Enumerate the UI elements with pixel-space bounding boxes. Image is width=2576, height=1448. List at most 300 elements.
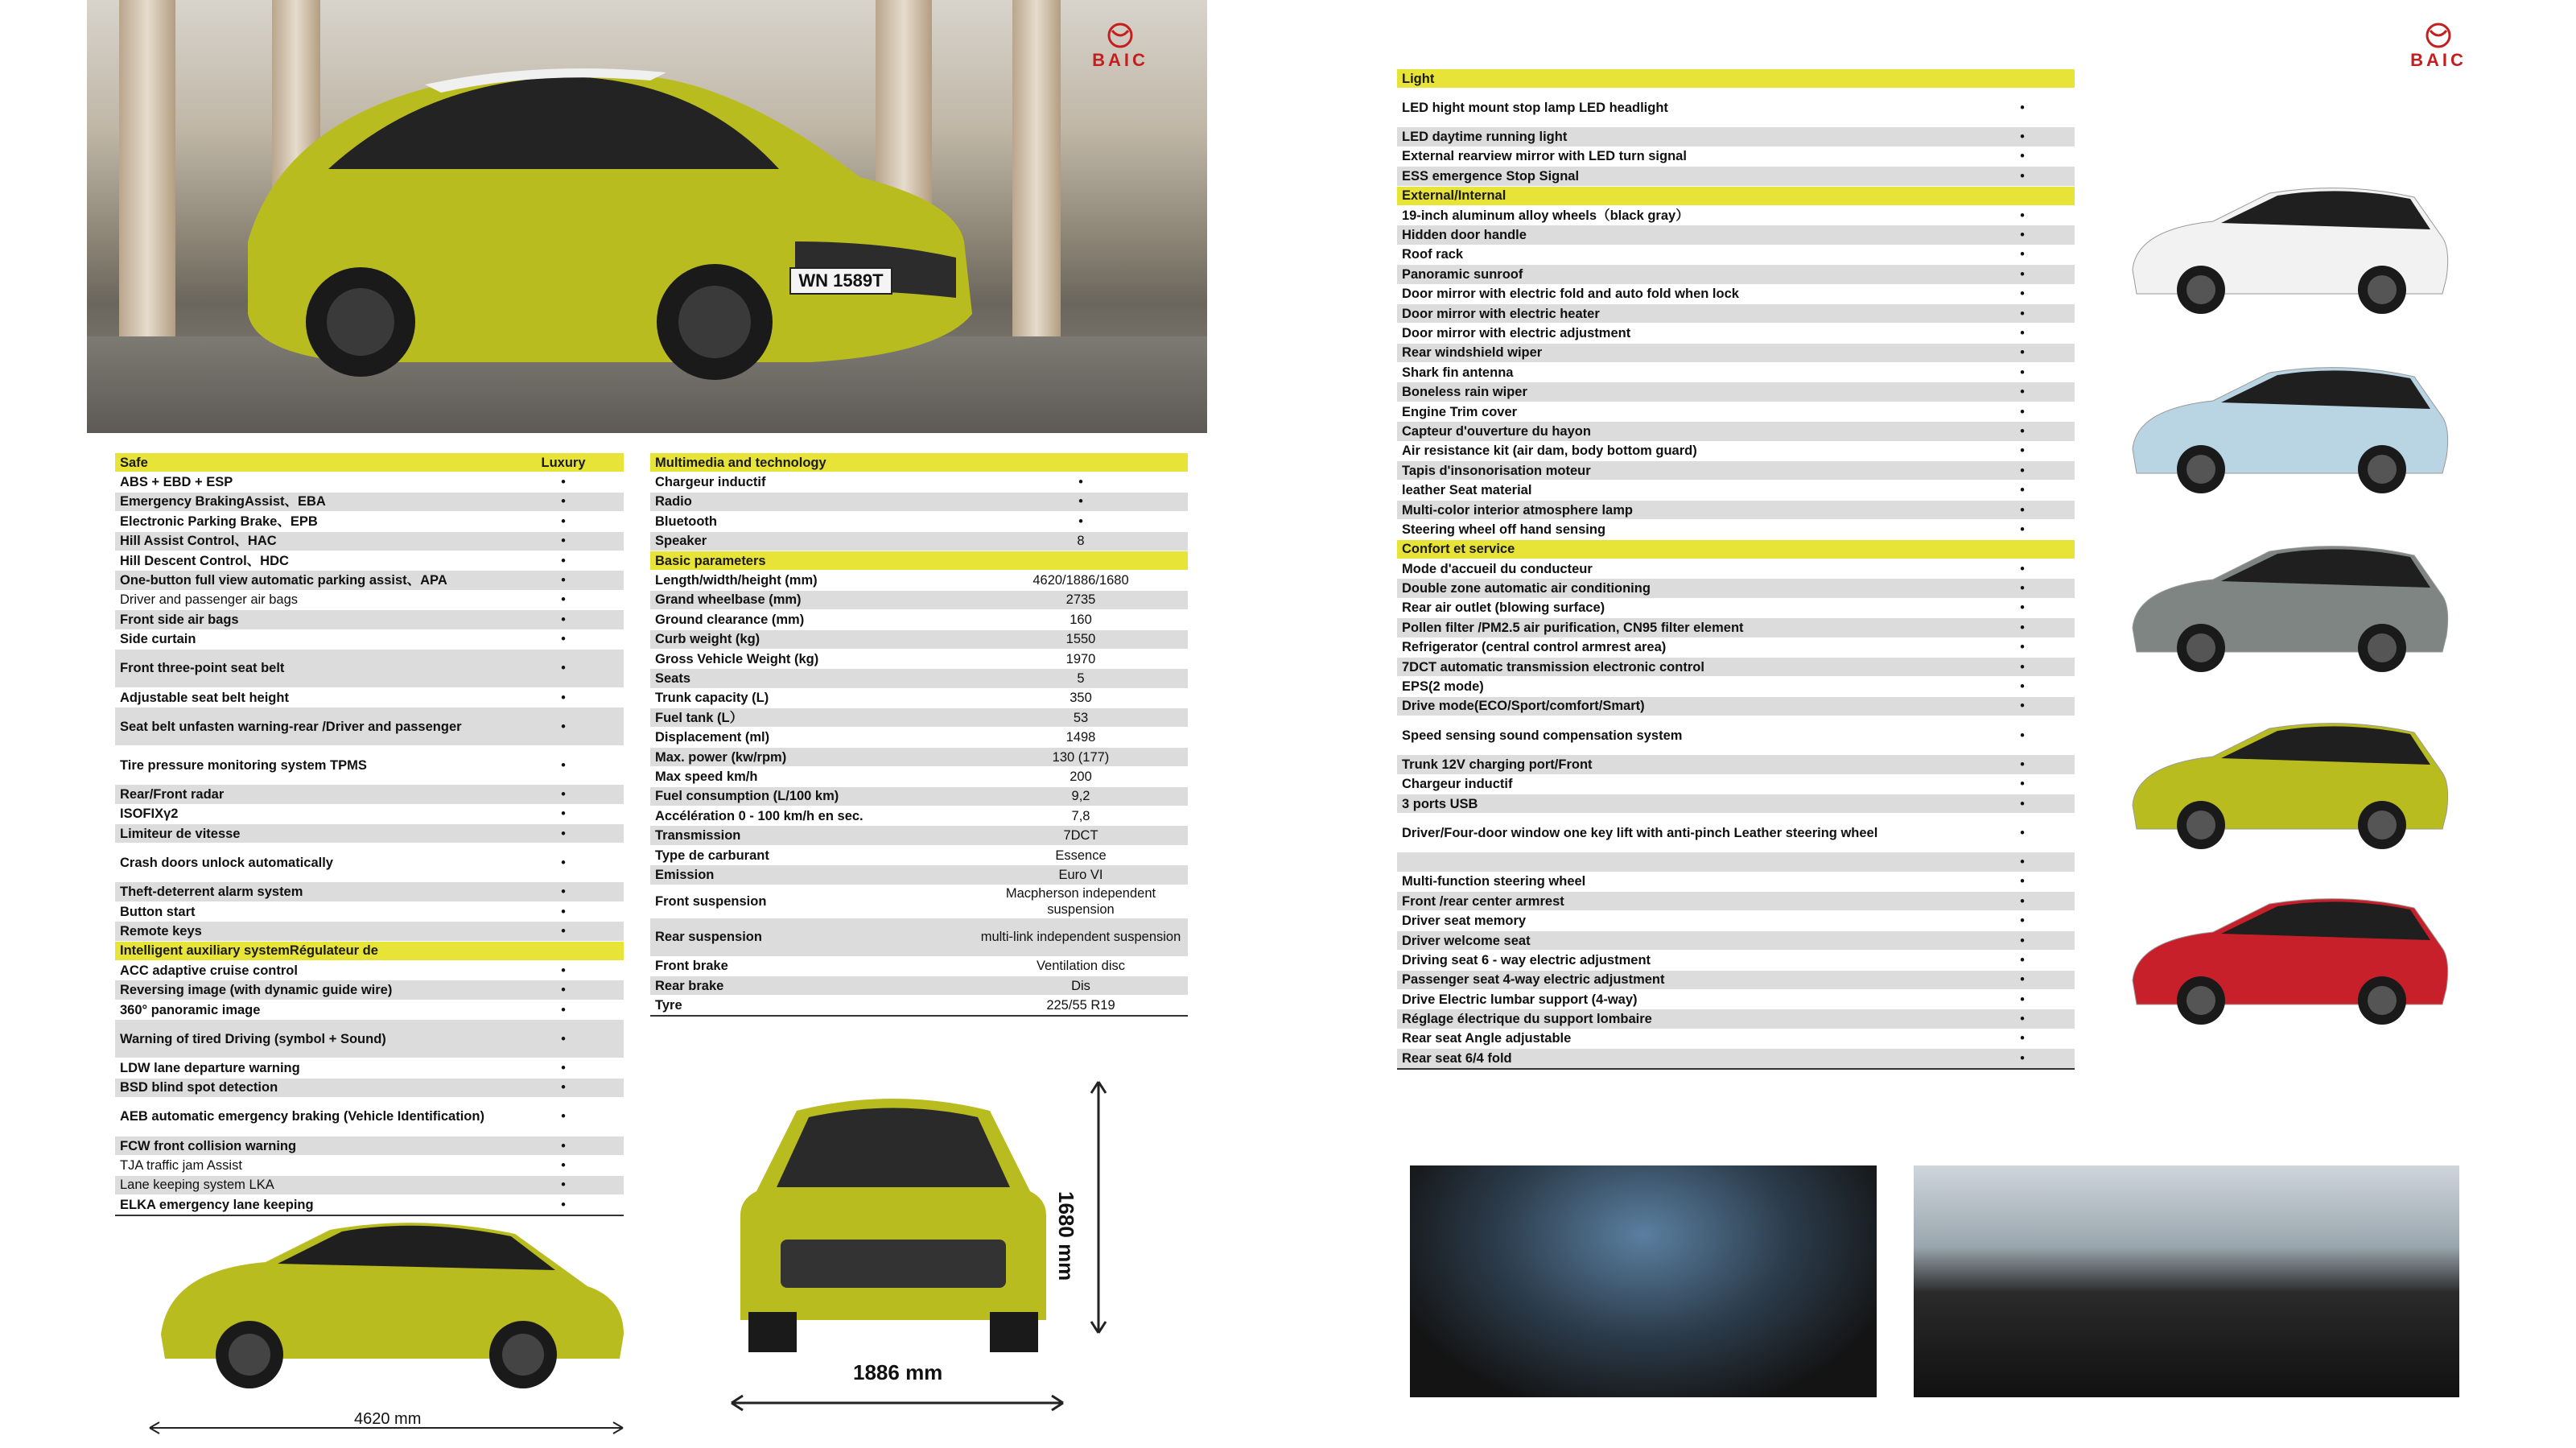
row-value: • [1970, 146, 2075, 166]
table-row [115, 1097, 624, 1136]
row-label: Front side air bags [115, 610, 503, 629]
table-row [1397, 146, 2075, 166]
baic-logo-icon [2406, 23, 2471, 48]
row-value: 7DCT [974, 826, 1188, 845]
row-label: Crash doors unlock automatically [115, 844, 503, 882]
row-label: Pollen filter /PM2.5 air purification, CN95 filter element [1397, 618, 1970, 637]
table-row [1397, 324, 2075, 343]
dashboard-interior-photo [1914, 1165, 2459, 1397]
section-header-value [974, 453, 1188, 472]
row-value: • [1970, 677, 2075, 696]
table-row [115, 1020, 624, 1058]
table-row [115, 961, 624, 980]
table-row [650, 747, 1188, 766]
table-row [650, 807, 1188, 826]
row-value: 1498 [974, 728, 1188, 747]
table-row [1397, 872, 2075, 891]
row-value: • [1970, 990, 2075, 1009]
row-label: LDW lane departure warning [115, 1058, 503, 1078]
row-value: • [1970, 814, 2075, 852]
row-value: • [503, 882, 624, 901]
row-label: Limiteur de vitesse [115, 824, 503, 844]
row-label: ESS emergence Stop Signal [1397, 167, 1970, 186]
row-label: Boneless rain wiper [1397, 382, 1970, 402]
row-label: Steering wheel off hand sensing [1397, 520, 1970, 539]
row-label: Displacement (ml) [650, 728, 974, 747]
row-label: FCW front collision warning [115, 1136, 503, 1155]
table-row [115, 492, 624, 511]
row-value: • [503, 1175, 624, 1194]
row-value: 350 [974, 688, 1188, 707]
row-value: • [1970, 265, 2075, 284]
row-label: Accélération 0 - 100 km/h en sec. [650, 807, 974, 826]
row-label [1397, 852, 1970, 872]
table-row [115, 531, 624, 551]
row-label: Speaker [650, 531, 974, 551]
section-header-value [974, 551, 1188, 570]
row-value: • [503, 571, 624, 590]
row-value: • [1970, 1009, 2075, 1029]
row-value: • [1970, 303, 2075, 323]
intelligent-header [115, 941, 624, 960]
table-row [1397, 618, 2075, 637]
table-row [115, 980, 624, 1000]
row-label: Reversing image (with dynamic guide wire) [115, 980, 503, 1000]
table-row [650, 590, 1188, 609]
row-label: Rear suspension [650, 918, 974, 956]
row-value: • [503, 1136, 624, 1155]
row-value: • [503, 629, 624, 649]
table-row [650, 728, 1188, 747]
section-header-label: Light [1397, 69, 1970, 89]
row-label: Rear windshield wiper [1397, 343, 1970, 362]
row-value: • [1970, 422, 2075, 441]
row-value: 4620/1886/1680 [974, 571, 1188, 590]
table-row [115, 512, 624, 531]
external-internal-header [1397, 186, 2075, 205]
row-value: • [503, 707, 624, 746]
row-label: EPS(2 mode) [1397, 677, 1970, 696]
row-value: • [503, 804, 624, 823]
row-label: Driver seat memory [1397, 911, 1970, 930]
row-value: • [1970, 892, 2075, 911]
color-variant-car-3 [2125, 539, 2453, 676]
multimedia-spec-table [650, 453, 1188, 1017]
row-value: • [1970, 716, 2075, 755]
table-row [115, 844, 624, 882]
row-label: Emission [650, 865, 974, 885]
row-label: Réglage électrique du support lombaire [1397, 1009, 1970, 1029]
row-label: Theft-deterrent alarm system [115, 882, 503, 901]
front-view-car-illustration [724, 1079, 1062, 1360]
row-value: • [503, 980, 624, 1000]
row-label: 19-inch aluminum alloy wheels（black gray） [1397, 205, 1970, 225]
row-label: Rear brake [650, 976, 974, 995]
table-row [650, 571, 1188, 590]
row-label: 360° panoramic image [115, 1000, 503, 1019]
row-value: • [503, 512, 624, 531]
row-label: Button start [115, 901, 503, 921]
table-row [1397, 89, 2075, 127]
feature-spec-table [1397, 69, 2075, 1070]
row-value: • [503, 590, 624, 609]
row-label: Panoramic sunroof [1397, 265, 1970, 284]
baic-logo-icon [1088, 23, 1152, 48]
row-label: Rear/Front radar [115, 785, 503, 804]
row-label: Tire pressure monitoring system TPMS [115, 746, 503, 785]
section-header-label: Multimedia and technology [650, 453, 974, 472]
table-row [1397, 990, 2075, 1009]
row-value: • [1970, 343, 2075, 362]
row-label: Multi-function steering wheel [1397, 872, 1970, 891]
table-row [1397, 363, 2075, 382]
table-row [115, 901, 624, 921]
sunroof-interior-photo [1410, 1165, 1877, 1397]
table-row [650, 845, 1188, 864]
table-row [1397, 441, 2075, 460]
row-value: • [1970, 618, 2075, 637]
confort-header [1397, 539, 2075, 559]
row-value: • [503, 492, 624, 511]
row-label: Trunk capacity (L) [650, 688, 974, 707]
table-row [1397, 579, 2075, 598]
table-row [1397, 814, 2075, 852]
row-value: • [1970, 402, 2075, 421]
hero-car-illustration [87, 0, 1207, 433]
table-row [115, 649, 624, 687]
table-row [1397, 794, 2075, 813]
table-row [650, 918, 1188, 956]
width-label: 1886 mm [853, 1360, 943, 1384]
height-label: 1680 mm [1054, 1191, 1078, 1281]
table-row [1397, 1029, 2075, 1048]
row-value: • [1970, 559, 2075, 578]
row-label: leather Seat material [1397, 481, 1970, 500]
hero-car-photo [87, 0, 1207, 433]
table-row [650, 688, 1188, 707]
row-label: Passenger seat 4-way electric adjustment [1397, 970, 1970, 989]
row-value: 5 [974, 669, 1188, 688]
table-row [115, 1000, 624, 1019]
row-label: Fuel tank (L） [650, 708, 974, 728]
row-value: 1970 [974, 649, 1188, 668]
table-row [1397, 461, 2075, 481]
table-row [115, 707, 624, 746]
table-row [1397, 481, 2075, 500]
row-label: Fuel consumption (L/100 km) [650, 786, 974, 806]
row-label: Ground clearance (mm) [650, 610, 974, 629]
table-row [115, 746, 624, 785]
row-value: • [503, 961, 624, 980]
row-label: Driver welcome seat [1397, 930, 1970, 950]
row-label: Capteur d'ouverture du hayon [1397, 422, 1970, 441]
row-value: • [974, 472, 1188, 492]
row-label: Front suspension [650, 885, 974, 918]
row-label: Warning of tired Driving (symbol + Sound) [115, 1020, 503, 1058]
row-value: • [503, 551, 624, 570]
table-row [650, 885, 1188, 918]
table-row [650, 826, 1188, 845]
row-value: • [1970, 872, 2075, 891]
row-value: 130 (177) [974, 747, 1188, 766]
row-value: multi-link independent suspension [974, 918, 1188, 956]
color-variant-car-4 [2125, 716, 2453, 853]
table-row [1397, 637, 2075, 657]
table-row [115, 882, 624, 901]
row-value: • [1970, 481, 2075, 500]
table-row [650, 669, 1188, 688]
row-value: 1550 [974, 629, 1188, 649]
row-value: • [503, 649, 624, 687]
row-value: • [974, 492, 1188, 511]
row-label: Tapis d'insonorisation moteur [1397, 461, 1970, 481]
row-label: Driver/Four-door window one key lift with anti-pinch Leather steering wheel [1397, 814, 1970, 852]
table-row [1397, 343, 2075, 362]
row-label: BSD blind spot detection [115, 1078, 503, 1097]
row-value: 160 [974, 610, 1188, 629]
table-row [1397, 284, 2075, 303]
row-value: • [1970, 598, 2075, 617]
table-row [1397, 677, 2075, 696]
table-row [650, 786, 1188, 806]
row-value: • [503, 1000, 624, 1019]
row-value: • [503, 1156, 624, 1175]
light-header [1397, 69, 2075, 89]
table-row [1397, 696, 2075, 716]
table-row [1397, 657, 2075, 676]
row-value: • [503, 531, 624, 551]
row-label: AEB automatic emergency braking (Vehicle Identification) [115, 1097, 503, 1136]
table-row [1397, 167, 2075, 186]
safe-header [115, 453, 624, 472]
table-row [650, 996, 1188, 1016]
table-row [1397, 225, 2075, 245]
table-row [115, 804, 624, 823]
row-label: Drive Electric lumbar support (4-way) [1397, 990, 1970, 1009]
row-label: LED hight mount stop lamp LED headlight [1397, 89, 1970, 127]
table-row [1397, 755, 2075, 774]
row-value: • [503, 687, 624, 707]
height-dimension-arrow [1086, 1079, 1111, 1336]
table-row [115, 1195, 624, 1215]
logo-text: BAIC [1092, 50, 1148, 70]
table-row [1397, 205, 2075, 225]
table-row [1397, 245, 2075, 264]
table-row [1397, 127, 2075, 146]
row-label: One-button full view automatic parking assist、APA [115, 571, 503, 590]
color-variant-car-1 [2125, 181, 2453, 318]
row-value: • [503, 746, 624, 785]
table-row [1397, 520, 2075, 539]
row-label: Door mirror with electric adjustment [1397, 324, 1970, 343]
row-value: • [1970, 696, 2075, 716]
section-header-label: External/Internal [1397, 186, 1970, 205]
length-label: 4620 mm [354, 1410, 422, 1428]
row-label: Driver and passenger air bags [115, 590, 503, 609]
color-variant-car-2 [2125, 361, 2453, 497]
row-label: Seats [650, 669, 974, 688]
table-row [650, 956, 1188, 976]
row-value: • [503, 1097, 624, 1136]
table-row [115, 1175, 624, 1194]
row-value: • [1970, 225, 2075, 245]
row-label: Trunk 12V charging port/Front [1397, 755, 1970, 774]
row-value: • [1970, 794, 2075, 813]
section-header-value [1970, 186, 2075, 205]
row-value: • [1970, 755, 2075, 774]
row-value: Dis [974, 976, 1188, 995]
row-value: • [503, 922, 624, 941]
table-row [650, 629, 1188, 649]
row-value: 200 [974, 767, 1188, 786]
row-label: Gross Vehicle Weight (kg) [650, 649, 974, 668]
row-value: • [1970, 774, 2075, 794]
table-row [115, 1078, 624, 1097]
table-row [115, 1156, 624, 1175]
license-plate: WN 1589T [789, 267, 892, 295]
row-label: LED daytime running light [1397, 127, 1970, 146]
row-label: Air resistance kit (air dam, body bottom guard) [1397, 441, 1970, 460]
row-label: External rearview mirror with LED turn signal [1397, 146, 1970, 166]
row-label: Type de carburant [650, 845, 974, 864]
row-label: Hill Assist Control、HAC [115, 531, 503, 551]
row-label: Side curtain [115, 629, 503, 649]
table-row [1397, 930, 2075, 950]
section-header-label: Safe [115, 453, 503, 472]
table-row [1397, 911, 2075, 930]
row-value: 7,8 [974, 807, 1188, 826]
table-row [115, 785, 624, 804]
table-row [115, 472, 624, 492]
row-value: • [1970, 852, 2075, 872]
table-row [650, 767, 1188, 786]
row-value: • [1970, 324, 2075, 343]
row-label: Front brake [650, 956, 974, 976]
table-row [1397, 716, 2075, 755]
row-value: • [1970, 441, 2075, 460]
row-value: • [503, 1058, 624, 1078]
row-label: Drive mode(ECO/Sport/comfort/Smart) [1397, 696, 1970, 716]
row-value: • [1970, 911, 2075, 930]
table-row [115, 571, 624, 590]
row-value: • [503, 901, 624, 921]
row-label: ACC adaptive cruise control [115, 961, 503, 980]
table-row [115, 687, 624, 707]
row-value: • [1970, 1049, 2075, 1069]
row-value: • [503, 1195, 624, 1215]
table-row [650, 708, 1188, 728]
row-label: Lane keeping system LKA [115, 1175, 503, 1194]
row-value: • [1970, 930, 2075, 950]
row-label: TJA traffic jam Assist [115, 1156, 503, 1175]
color-variant-car-5 [2125, 892, 2453, 1029]
row-value: • [503, 1078, 624, 1097]
section-header-value [1970, 539, 2075, 559]
side-view-car-illustration [153, 1214, 628, 1391]
row-value: 9,2 [974, 786, 1188, 806]
basic-parameters-header [650, 551, 1188, 570]
row-value: • [1970, 637, 2075, 657]
row-value: • [503, 844, 624, 882]
row-value: • [1970, 245, 2075, 264]
row-label: Door mirror with electric heater [1397, 303, 1970, 323]
row-label: ABS + EBD + ESP [115, 472, 503, 492]
table-row [650, 610, 1188, 629]
logo-text: BAIC [2410, 50, 2467, 70]
row-label: Engine Trim cover [1397, 402, 1970, 421]
table-row [650, 531, 1188, 551]
row-label: Radio [650, 492, 974, 511]
row-value: 225/55 R19 [974, 996, 1188, 1016]
table-row [1397, 382, 2075, 402]
row-label: Roof rack [1397, 245, 1970, 264]
section-header-value [1970, 69, 2075, 89]
row-label: Grand wheelbase (mm) [650, 590, 974, 609]
row-label: Speed sensing sound compensation system [1397, 716, 1970, 755]
brand-logo-left [1088, 23, 1152, 68]
table-row [115, 610, 624, 629]
row-value: • [1970, 461, 2075, 481]
row-value: Ventilation disc [974, 956, 1188, 976]
table-row [650, 865, 1188, 885]
row-label: Electronic Parking Brake、EPB [115, 512, 503, 531]
table-row [650, 492, 1188, 511]
table-row [650, 649, 1188, 668]
row-value: • [1970, 127, 2075, 146]
table-row [115, 551, 624, 570]
row-value: • [503, 785, 624, 804]
row-value: • [1970, 363, 2075, 382]
row-value: • [1970, 89, 2075, 127]
row-label: Rear seat 6/4 fold [1397, 1049, 1970, 1069]
table-row [1397, 303, 2075, 323]
row-label: Emergency BrakingAssist、EBA [115, 492, 503, 511]
row-value: • [1970, 167, 2075, 186]
row-label: Double zone automatic air conditioning [1397, 579, 1970, 598]
row-value: • [503, 1020, 624, 1058]
row-value: • [503, 610, 624, 629]
row-value: • [1970, 951, 2075, 970]
section-header-label: Intelligent auxiliary systemRégulateur de [115, 941, 503, 960]
row-value: Euro VI [974, 865, 1188, 885]
row-label: Multi-color interior atmosphere lamp [1397, 500, 1970, 519]
table-row [1397, 1009, 2075, 1029]
row-label: Tyre [650, 996, 974, 1016]
section-header-label: Confort et service [1397, 539, 1970, 559]
row-label: Hidden door handle [1397, 225, 1970, 245]
table-row [650, 512, 1188, 531]
table-row [115, 1136, 624, 1155]
table-row [115, 1058, 624, 1078]
row-label: Front /rear center armrest [1397, 892, 1970, 911]
row-label: Rear air outlet (blowing surface) [1397, 598, 1970, 617]
row-label: Adjustable seat belt height [115, 687, 503, 707]
section-header-value: Luxury [503, 453, 624, 472]
table-row [1397, 500, 2075, 519]
row-label: Transmission [650, 826, 974, 845]
row-label: ELKA emergency lane keeping [115, 1195, 503, 1215]
width-dimension-arrow [728, 1391, 1066, 1415]
table-row [115, 629, 624, 649]
row-label: Chargeur inductif [650, 472, 974, 492]
table-row [1397, 559, 2075, 578]
row-value: • [503, 472, 624, 492]
row-label: Max. power (kw/rpm) [650, 747, 974, 766]
row-label: Door mirror with electric fold and auto fold when lock [1397, 284, 1970, 303]
row-value: • [1970, 205, 2075, 225]
row-label: Driving seat 6 - way electric adjustment [1397, 951, 1970, 970]
row-label: Chargeur inductif [1397, 774, 1970, 794]
